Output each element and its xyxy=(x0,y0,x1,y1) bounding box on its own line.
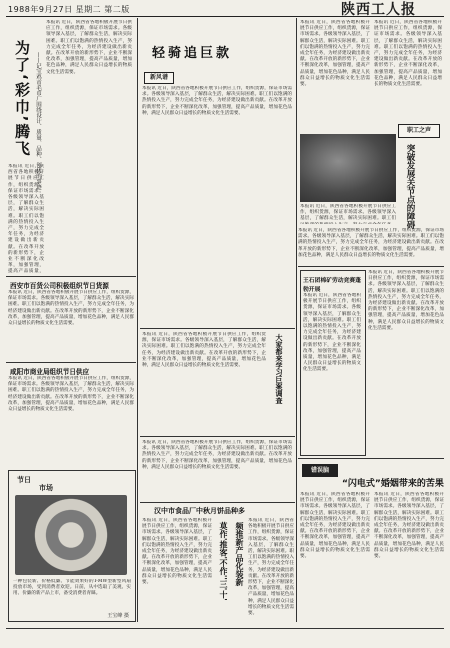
worker-photo xyxy=(300,134,396,202)
divider xyxy=(298,458,444,459)
divider xyxy=(140,436,295,437)
column-rule xyxy=(137,18,138,622)
issue-date: 1988年9月27日 星期二 第二版 xyxy=(8,5,130,14)
left-feature-body: 本报讯 近日，陕西省各地积极开展节日供应工作，组织货源，保证市场需求。各级领导深入基层，了解群众生活，解决实际困难。职工们以饱满的热情投入生产，努力完成全年任务，为经济建设做出新贡献。在改革开放的新形势下，企业不断深化改革，加强管理，提高产品质量，增加花色品种，满足人民群众日益增长的物质文化生活需要。 xyxy=(46,20,132,75)
bottom-center-title: 频推新产品化装新 xyxy=(235,522,244,586)
worker-news-box xyxy=(300,270,366,456)
center-top-title: 轻骑追巨款 xyxy=(152,46,233,61)
center-middle-body: 本报讯 近日，陕西省各地积极开展节日供应工作，组织货源，保证市场需求。各级领导深入基层，了解群众生活，解决实际困难。职工们以饱满的热情投入生产，努力完成全年任务，为经济建设做出新贡献。在改革开放的新形势下，企业不断深化改革，加强管理，提高产品质量，增加花色品种，满足人民群众日益增长的物质文化生活需要。 xyxy=(142,332,266,369)
newspaper-page xyxy=(6,4,444,644)
festival-label: 节日 xyxy=(17,476,31,484)
middle-vertical-title: 大家都来学习巨案调查 xyxy=(275,334,283,404)
xian-news-body: 本报讯 近日，陕西省各地积极开展节日供应工作，组织货源，保证市场需求。各级领导深入基层，了解群众生活，解决实际困难。职工们以饱满的热情投入生产，努力完成全年任务，为经济建设做出新贡献。在改革开放的新形势下，企业不断深化改革，加强管理，提高产品质量，增加花色品种，满足人民群众日益增长的物质文化生活需要。 xyxy=(8,290,134,327)
right-top-body-2: 本报讯 近日，陕西省各地积极开展节日供应工作，组织货源，保证市场需求。各级领导深入基层，了解群众生活，解决实际困难。职工们以饱满的热情投入生产，努力完成全年任务，为经济建设做出新贡献。在改革开放的新形势下，企业不断深化改革，加强管理，提高产品质量，增加花色品种，满足人民群众日益增长的物质文化生活需要。 xyxy=(374,20,442,88)
festival-market-box xyxy=(8,470,136,622)
wedding-body-2: 本报讯 近日，陕西省各地积极开展节日供应工作，组织货源，保证市场需求。各级领导深入基层，了解群众生活，解决实际困难。职工们以饱满的热情投入生产，努力完成全年任务，为经济建设做出新贡献。在改革开放的新形势下，企业不断深化改革，加强管理，提高产品质量，增加花色品种，满足人民群众日益增长的物质文化生活需要。 xyxy=(374,492,444,560)
divider xyxy=(140,328,295,329)
center-top-body: 本报讯 近日，陕西省各地积极开展节日供应工作，组织货源，保证市场需求。各级领导深入基层，了解群众生活，解决实际困难。职工们以饱满的热情投入生产，努力完成全年任务，为经济建设做出新贡献。在改革开放的新形势下，企业不断深化改革，加强管理，提高产品质量，增加花色品种，满足人民群众日益增长的物质文化生活需要。 xyxy=(142,86,292,116)
worker-voice-tag: 职工之声 xyxy=(398,124,440,138)
column-rule xyxy=(296,18,297,622)
bottom-vertical-title: 莫作'推客'不作''三'十' xyxy=(219,522,228,601)
left-feature-subtitle: ——记宝鸡市毛巾厂围绕设计、质量、品种、创优的事迹 xyxy=(35,52,41,190)
hanzhong-body: 本报讯 近日，陕西省各地积极开展节日供应工作，组织货源，保证市场需求。各级领导深入基层，了解群众生活，解决实际困难。职工们以饱满的热情投入生产，努力完成全年任务，为经济建设做出新贡献。在改革开放的新形势下，企业不断深化改革，加强管理，提高产品质量，增加花色品种，满足人民群众日益增长的物质文化生活需要。 xyxy=(142,518,212,586)
divider xyxy=(140,502,295,503)
hanzhong-title: 汉中市食品厂中秋月饼品种多 xyxy=(154,507,245,515)
divider xyxy=(6,362,136,363)
fan-photo xyxy=(15,495,127,575)
right-top-body: 本报讯 近日，陕西省各地积极开展节日供应工作，组织货源，保证市场需求。各级领导深入基层，了解群众生活，解决实际困难。职工们以饱满的热情投入生产，努力完成全年任务，为经济建设做出新贡献。在改革开放的新形势下，企业不断深化改革，加强管理，提高产品质量，增加花色品种，满足人民群众日益增长的物质文化生活需要。 xyxy=(300,20,370,88)
divider xyxy=(6,276,136,277)
festival-photo-credit: 王宝峰 摄 xyxy=(107,613,129,619)
right-middle-body: 本报讯 近日，陕西省各地积极开展节日供应工作，组织货源，保证市场需求。各级领导深入基层，了解群众生活，解决实际困难。职工们以饱满的热情投入生产，努力完成全年任务，为经济建设做出新贡献。在改革开放的新形势下，企业不断深化改革，加强管理，提高产品质量，增加花色品种，满足人民群众日益增长的物质文化生活需要。 xyxy=(368,270,444,331)
wedding-title: “闪电式”婚姻带来的苦果 xyxy=(342,479,444,489)
market-label: 市场 xyxy=(39,484,53,492)
bottom-center-body: 本报讯 近日，陕西省各地积极开展节日供应工作，组织货源，保证市场需求。各级领导深入基层，了解群众生活，解决实际困难。职工们以饱满的热情投入生产，努力完成全年任务，为经济建设做出新贡献。在改革开放的新形势下，企业不断深化改革，加强管理，提高产品质量，增加花色品种，满足人民群众日益增长的物质文化生活需要。 xyxy=(248,518,294,617)
worker-news-body: 本报讯 近日，陕西省各地积极开展节日供应工作，组织货源，保证市场需求。各级领导深入基层，了解群众生活，解决实际困难。职工们以饱满的热情投入生产，努力完成全年任务，为经济建设做出新贡献。在改革开放的新形势下，企业不断深化改革，加强管理，提高产品质量，增加花色品种，满足人民群众日益增长的物质文化生活需要。 xyxy=(303,293,361,373)
wedding-body: 本报讯 近日，陕西省各地积极开展节日供应工作，组织货源，保证市场需求。各级领导深入基层，了解群众生活，解决实际困难。职工们以饱满的热情投入生产，努力完成全年任务，为经济建设做出新贡献。在改革开放的新形势下，企业不断深化改革，加强管理，提高产品质量，增加花色品种，满足人民群众日益增长的物质文化生活需要。 xyxy=(300,492,370,560)
right-top-body-3: 本报讯 近日，陕西省各地积极开展节日供应工作，组织货源，保证市场需求。各级领导深入基层，了解群众生活，解决实际困难。职工们以饱满的热情投入生产，努力完成全年任务，为经济建设做出新贡献。在改革开放的新形势下，企业不断深化改革，加强管理，提高产品质量，增加花色品种，满足人民群众日益增长的物质文化生活需要。 xyxy=(298,228,444,258)
masthead: 陕西工人报 xyxy=(341,2,416,18)
new-style-tag: 新风谱 xyxy=(144,72,174,84)
xianyang-news-title: 咸阳市商业局组织节日供应 xyxy=(10,368,90,376)
left-feature-title: 为了‘彩巾’腾飞 xyxy=(13,40,31,158)
festival-caption: 一种包装新、价格低廉、节能效果好的T-MW型新型风扇投放市场，受到消费者欢迎。日前，从中选取了美观、实用、价廉的新产品上市，备受消费者青睐。 xyxy=(13,579,131,597)
left-feature-body-2: 本报讯 近日，陕西省各地积极开展节日供应工作，组织货源，保证市场需求。各级领导深入基层，了解群众生活，解决实际困难。职工们以饱满的热情投入生产，努力完成全年任务，为经济建设做出新贡献。在改革开放的新形势下，企业不断深化改革，加强管理，提高产品质量， xyxy=(8,164,44,274)
wedding-tag: 错误脑 xyxy=(302,464,338,477)
worker-news-title: 王石团棉矿劳动竞赛蓬勃开展 xyxy=(303,278,361,293)
right-photo-caption: 本报讯 近日，陕西省各地积极开展节日供应工作，组织货源，保证市场需求。各级领导深入基层，了解群众生活，解决实际困难。职工们 xyxy=(300,204,396,222)
right-top-vertical-title: 突破发展关节点的障碍 xyxy=(405,144,415,229)
xian-news-title: 西安市百货公司积极组织节日货源 xyxy=(10,282,109,290)
bottom-rule xyxy=(6,628,444,629)
xianyang-news-body: 本报讯 近日，陕西省各地积极开展节日供应工作，组织货源，保证市场需求。各级领导深入基层，了解群众生活，解决实际困难。职工们以饱满的热情投入生产，努力完成全年任务，为经济建设做出新贡献。在改革开放的新形势下，企业不断深化改革，加强管理，提高产品质量，增加花色品种，满足人民群众日益增长的物质文化生活需要。 xyxy=(8,376,134,413)
center-middle-body-2: 本报讯 近日，陕西省各地积极开展节日供应工作，组织货源，保证市场需求。各级领导深入基层，了解群众生活，解决实际困难。职工们以饱满的热情投入生产，努力完成全年任务，为经济建设做出新贡献。在改革开放的新形势下，企业不断深化改革，加强管理，提高产品质量，增加花色品种，满足人民群众日益增长的物质文化生活需要。 xyxy=(142,440,292,470)
divider xyxy=(298,266,444,267)
